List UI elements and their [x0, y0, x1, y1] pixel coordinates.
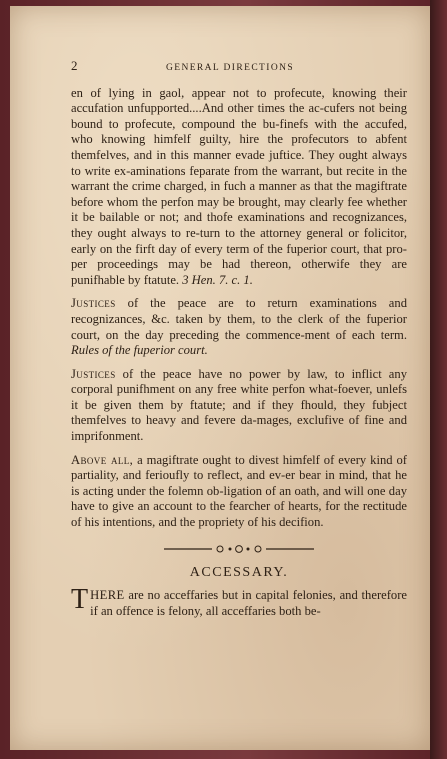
paragraph-warrants-body: en of lying in gaol, appear not to profecute, knowing their accufation unfupported....And other times the ac-cufers not being bound to profecute, compound the bu-finefs with the accufed, who knowing himfelf guilty, hire the profecutors to abfent themfelves, and in this manner evade juftice. They ought always to write ex-aminations feparate from the warrant, but recite in the warrant the crime charged, in fuch a manner as that the magiftrate before whom the perfon may be brought, may clearly fee whether it be bailable or not; and thofe examinations and recognizances, they ought always to re-turn to the attorney general or folicitor, early on the firft day of every term of the fuperior court, that pro-per proceedings may be had thereon, otherwife they are punifhable by ftatute. [71, 85, 407, 287]
paragraph-lead: Justices [71, 296, 116, 311]
paragraph-body: are no acceffaries but in capital felonies, and therefore if an offence is felony, all acceffaries both be- [90, 588, 407, 618]
paragraph-body: a magiftrate ought to divest himfelf of every kind of partiality, and ferioufly to reflect, and ev-er bear in mind, that he is acting under the folemn ob-ligation of an oath, and will one day have to give an account to the fearcher of hearts, for the rectitude of his intentions, and the propriety of his decifion. [71, 452, 407, 530]
page-number: 2 [71, 58, 78, 73]
paragraph-body: of the peace are to return examinations and recognizances, &c. taken by them, to the clerk of the fuperior court, on the day preceding the commence-ment of each term. [71, 296, 407, 342]
paragraph-accessary [71, 584, 407, 619]
page-header [71, 58, 407, 77]
paragraph-body: of the peace have no power by law, to inflict any corporal punifhment on any free white perfon what-foever, unlefs it be given them by ftatute; and if they fhould, they fubject themfelves to heavy and fevere da-mages, exclufive of fine and imprifonment. [71, 366, 407, 444]
section-title: ACCESSARY. [189, 564, 289, 580]
page-text [71, 58, 407, 619]
paragraph-return-examinations [71, 296, 407, 358]
ornament-divider [164, 543, 314, 555]
drop-cap: T [71, 584, 89, 616]
paragraph-impartiality [71, 453, 407, 531]
paragraph-lead: Above all, [71, 452, 134, 467]
paragraph-warrants [71, 86, 407, 289]
paragraph-lead: Justices [71, 366, 116, 381]
rules-citation: Rules of the fuperior court. [71, 343, 208, 358]
paragraph-corporal-punishment [71, 367, 407, 445]
statute-citation: 3 Hen. 7. c. 1. [182, 272, 253, 287]
paragraph-lead: HERE [90, 588, 125, 603]
running-head: GENERAL DIRECTIONS [166, 63, 295, 73]
book-cover-edge [430, 0, 447, 759]
